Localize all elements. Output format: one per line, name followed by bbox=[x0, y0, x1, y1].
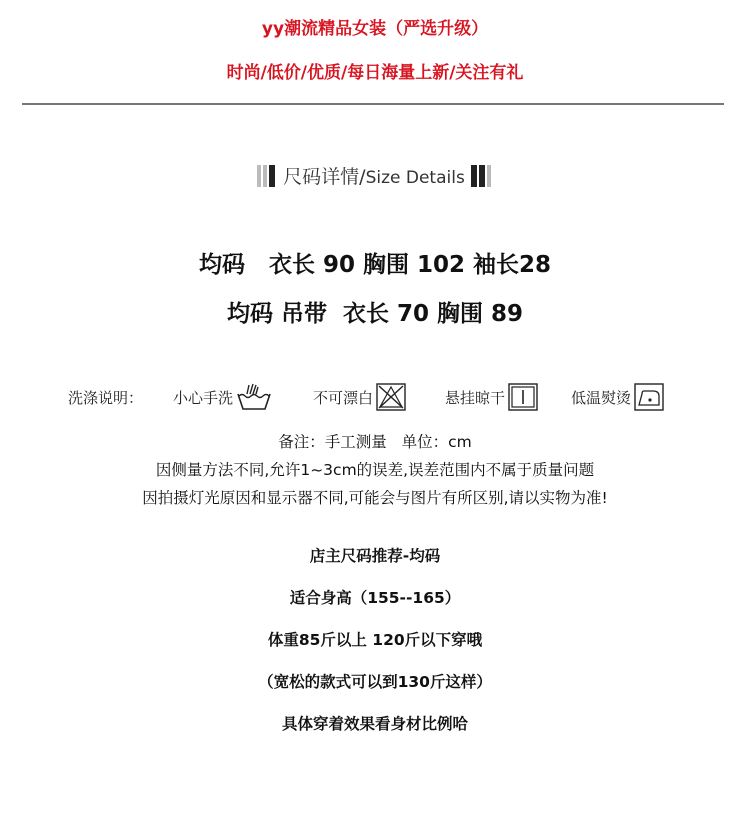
section-heading bbox=[0, 162, 750, 189]
care-label: 洗涤说明： bbox=[68, 388, 144, 407]
care-item-label: 低温熨烫 bbox=[571, 388, 632, 407]
left-bars-ornament-icon bbox=[257, 165, 277, 187]
store-title: yy潮流精品女装（严选升级） bbox=[261, 19, 489, 39]
recommendation-title: 店主尺码推荐-均码 bbox=[309, 547, 441, 565]
size-line-standard: 均码 衣长 90 胸围 102 袖长28 bbox=[198, 252, 552, 278]
care-item-label: 小心手洗 bbox=[173, 388, 234, 407]
care-item-label: 悬挂晾干 bbox=[445, 388, 506, 407]
recommendation-body-ratio: 具体穿着效果看身材比例哈 bbox=[281, 715, 468, 733]
care-item-no-bleach bbox=[313, 380, 407, 414]
low-iron-icon bbox=[633, 382, 665, 412]
section-title-cn: 尺码详情/ bbox=[283, 166, 366, 188]
care-item-low-iron bbox=[571, 380, 665, 414]
care-item-label: 不可漂白 bbox=[313, 388, 374, 407]
note-color-difference: 因拍摄灯光原因和显示器不同,可能会与图片有所区别,请以实物为准! bbox=[142, 489, 608, 507]
section-title-en: Size Details bbox=[365, 168, 465, 188]
right-bars-ornament-icon bbox=[471, 165, 493, 187]
no-bleach-icon bbox=[375, 382, 407, 412]
size-line-camisole: 均码 吊带 衣长 70 胸围 89 bbox=[226, 301, 524, 327]
care-item-hang-dry bbox=[445, 380, 539, 414]
store-tagline: 时尚/低价/优质/每日海量上新/关注有礼 bbox=[226, 63, 524, 83]
recommendation-height: 适合身高（155--165） bbox=[289, 589, 461, 607]
hang-dry-icon bbox=[507, 382, 539, 412]
care-item-hand-wash bbox=[173, 380, 273, 414]
divider bbox=[22, 103, 724, 105]
note-tolerance: 因侧量方法不同,允许1~3cm的误差,误差范围内不属于质量问题 bbox=[155, 461, 595, 479]
hand-wash-icon bbox=[235, 382, 273, 412]
care-instructions bbox=[68, 380, 728, 414]
recommendation-weight: 体重85斤以上 120斤以下穿哦 bbox=[267, 631, 483, 649]
note-measurement: 备注：手工测量 单位：cm bbox=[278, 433, 472, 451]
recommendation-loose-fit: （宽松的款式可以到130斤这样） bbox=[258, 673, 492, 691]
